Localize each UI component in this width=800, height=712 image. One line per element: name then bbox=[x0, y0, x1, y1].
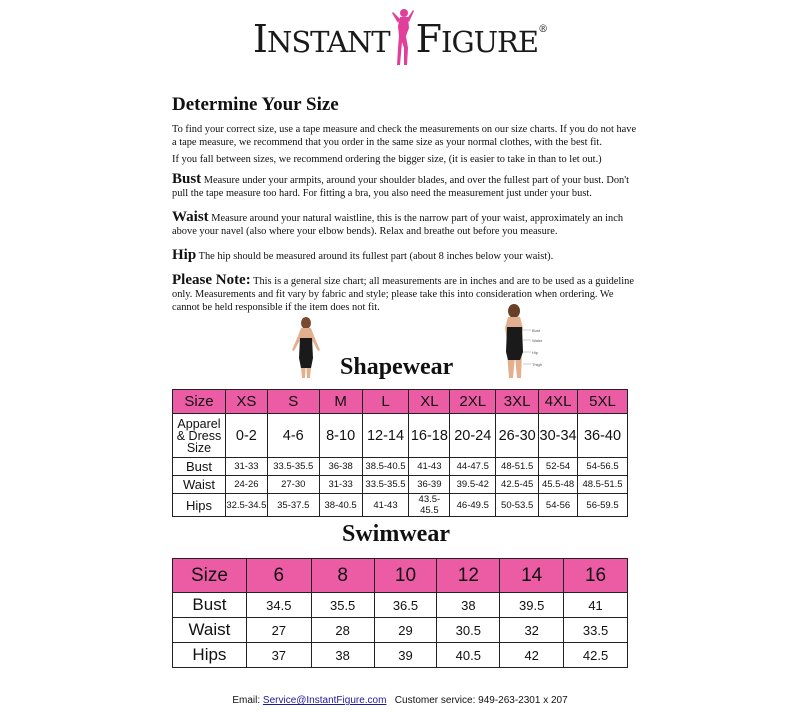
table-cell: 28 bbox=[311, 618, 374, 643]
table-cell: 46-49.5 bbox=[450, 494, 496, 517]
header-cell: XL bbox=[409, 390, 450, 414]
table-cell: 54-56 bbox=[539, 494, 578, 517]
bust-instructions: Measure under your armpits, around your shoulder blades, and over the fullest part of your bust. Don't pull the tape measure too hard. For fitting a bra, you also need the measurement just under your bust. bbox=[172, 175, 629, 200]
table-cell: 34.5 bbox=[246, 593, 311, 618]
table-cell: 12-14 bbox=[362, 414, 409, 458]
table-cell: 27 bbox=[246, 618, 311, 643]
table-cell: 56-59.5 bbox=[578, 494, 628, 517]
header-cell: 8 bbox=[311, 559, 374, 593]
swimwear-title: Swimwear bbox=[342, 521, 450, 547]
row-label-apparel: Apparel & Dress Size bbox=[173, 414, 226, 458]
shapewear-model-image bbox=[284, 316, 330, 380]
table-cell: 44-47.5 bbox=[450, 458, 496, 476]
table-cell: 20-24 bbox=[450, 414, 496, 458]
bust-paragraph bbox=[172, 173, 640, 200]
header-cell: 10 bbox=[374, 559, 437, 593]
table-cell: 30.5 bbox=[437, 618, 500, 643]
brand-logo bbox=[0, 6, 800, 72]
row-label-hips: Hips bbox=[173, 643, 247, 668]
table-cell: 8-10 bbox=[319, 414, 362, 458]
header-cell: Size bbox=[173, 559, 247, 593]
table-cell: 31-33 bbox=[225, 458, 267, 476]
header-cell: S bbox=[267, 390, 319, 414]
table-row bbox=[173, 458, 628, 476]
header-cell: 5XL bbox=[578, 390, 628, 414]
logo-letter: I bbox=[252, 17, 267, 61]
waist-instructions: Measure around your natural waistline, this is the narrow part of your waist, approximately an inch above your navel (also where your elbow bends). Relax and breathe out before you measure. bbox=[172, 213, 624, 238]
table-cell: 42.5-45 bbox=[496, 476, 539, 494]
table-cell: 45.5-48 bbox=[539, 476, 578, 494]
waist-heading: Waist bbox=[172, 209, 209, 225]
logo-wordmark bbox=[253, 17, 547, 61]
note-heading: Please Note: bbox=[172, 272, 251, 288]
table-cell: 31-33 bbox=[319, 476, 362, 494]
table-cell: 36.5 bbox=[374, 593, 437, 618]
table-row bbox=[173, 476, 628, 494]
note-text: This is a general size chart; all measurements are in inches and are to be used as a guideline only. Measurements and fit vary by fabric and style; please take this into consideration when ordering. We cannot be held responsible if the item does not fit. bbox=[172, 276, 634, 314]
email-link[interactable]: Service@InstantFigure.com bbox=[262, 695, 387, 706]
swimwear-model-image bbox=[494, 302, 554, 380]
table-cell: 33.5 bbox=[564, 618, 628, 643]
table-cell: 41 bbox=[564, 593, 628, 618]
row-label-waist: Waist bbox=[173, 476, 226, 494]
logo-letters: IGURE bbox=[440, 25, 539, 59]
table-cell: 39 bbox=[374, 643, 437, 668]
table-row bbox=[173, 643, 628, 668]
hip-paragraph bbox=[172, 249, 640, 263]
table-cell: 33.5-35.5 bbox=[267, 458, 319, 476]
table-cell: 29 bbox=[374, 618, 437, 643]
table-cell: 16-18 bbox=[409, 414, 450, 458]
table-cell: 4-6 bbox=[267, 414, 319, 458]
header-cell: 16 bbox=[564, 559, 628, 593]
table-cell: 48-51.5 bbox=[496, 458, 539, 476]
note-paragraph bbox=[172, 274, 640, 315]
table-cell: 32.5-34.5 bbox=[225, 494, 267, 517]
shapewear-header-row bbox=[173, 390, 628, 414]
header-cell: Size bbox=[173, 390, 226, 414]
model-label-bust: Bust bbox=[532, 328, 541, 333]
table-cell: 36-40 bbox=[578, 414, 628, 458]
table-cell: 0-2 bbox=[225, 414, 267, 458]
logo-figure-icon bbox=[392, 8, 414, 66]
header-cell: M bbox=[319, 390, 362, 414]
header-cell: 12 bbox=[437, 559, 500, 593]
logo-letters: NSTANT bbox=[266, 25, 390, 59]
table-row bbox=[173, 494, 628, 517]
bust-heading: Bust bbox=[172, 171, 202, 187]
shapewear-size-table bbox=[172, 389, 628, 517]
header-cell: L bbox=[362, 390, 409, 414]
table-cell: 43.5-45.5 bbox=[409, 494, 450, 517]
model-label-waist: Waist bbox=[532, 338, 542, 343]
table-cell: 39.5 bbox=[500, 593, 564, 618]
hip-heading: Hip bbox=[172, 247, 197, 263]
header-cell: 4XL bbox=[539, 390, 578, 414]
email-label: Email: bbox=[232, 695, 263, 706]
swimwear-size-table bbox=[172, 558, 628, 668]
table-cell: 38 bbox=[311, 643, 374, 668]
row-label-bust: Bust bbox=[173, 593, 247, 618]
table-cell: 38.5-40.5 bbox=[362, 458, 409, 476]
table-cell: 36-39 bbox=[409, 476, 450, 494]
customer-service-phone: Customer service: 949-263-2301 x 207 bbox=[394, 695, 568, 706]
model-label-hip: Hip bbox=[532, 350, 539, 355]
table-cell: 26-30 bbox=[496, 414, 539, 458]
table-cell: 48.5-51.5 bbox=[578, 476, 628, 494]
swimwear-header-row bbox=[173, 559, 628, 593]
table-cell: 32 bbox=[500, 618, 564, 643]
header-cell: 3XL bbox=[496, 390, 539, 414]
table-cell: 35-37.5 bbox=[267, 494, 319, 517]
intro-paragraph: To find your correct size, use a tape measure and check the measurements on our size charts. If you do not have a tape measure, we recommend that you order in the same size as your normal clothes, with the best fit. bbox=[172, 124, 637, 149]
header-cell: XS bbox=[225, 390, 267, 414]
waist-paragraph bbox=[172, 211, 640, 238]
table-row bbox=[173, 618, 628, 643]
table-cell: 54-56.5 bbox=[578, 458, 628, 476]
model-label-thigh: Thigh bbox=[532, 362, 543, 367]
table-cell: 37 bbox=[246, 643, 311, 668]
table-cell: 39.5-42 bbox=[450, 476, 496, 494]
shapewear-title: Shapewear bbox=[340, 354, 454, 380]
table-cell: 33.5-35.5 bbox=[362, 476, 409, 494]
logo-letter: F bbox=[415, 17, 441, 61]
table-cell: 27-30 bbox=[267, 476, 319, 494]
table-cell: 42 bbox=[500, 643, 564, 668]
header-cell: 2XL bbox=[450, 390, 496, 414]
row-label-waist: Waist bbox=[173, 618, 247, 643]
header-cell: 6 bbox=[246, 559, 311, 593]
table-cell: 41-43 bbox=[409, 458, 450, 476]
table-cell: 38-40.5 bbox=[319, 494, 362, 517]
table-cell: 41-43 bbox=[362, 494, 409, 517]
table-cell: 50-53.5 bbox=[496, 494, 539, 517]
table-row bbox=[173, 593, 628, 618]
table-cell: 40.5 bbox=[437, 643, 500, 668]
row-label-bust: Bust bbox=[173, 458, 226, 476]
hip-instructions: The hip should be measured around its fullest part (about 8 inches below your waist). bbox=[196, 251, 554, 262]
header-cell: 14 bbox=[500, 559, 564, 593]
between-sizes-paragraph: If you fall between sizes, we recommend ordering the bigger size, (it is easier to take in than to let out.) bbox=[172, 154, 602, 165]
table-cell: 24-26 bbox=[225, 476, 267, 494]
table-row bbox=[173, 414, 628, 458]
table-cell: 35.5 bbox=[311, 593, 374, 618]
page-title: Determine Your Size bbox=[172, 94, 339, 115]
table-cell: 38 bbox=[437, 593, 500, 618]
table-cell: 52-54 bbox=[539, 458, 578, 476]
table-cell: 42.5 bbox=[564, 643, 628, 668]
row-label-hips: Hips bbox=[173, 494, 226, 517]
footer bbox=[0, 695, 800, 706]
registered-mark: ® bbox=[538, 24, 548, 35]
table-cell: 30-34 bbox=[539, 414, 578, 458]
table-cell: 36-38 bbox=[319, 458, 362, 476]
